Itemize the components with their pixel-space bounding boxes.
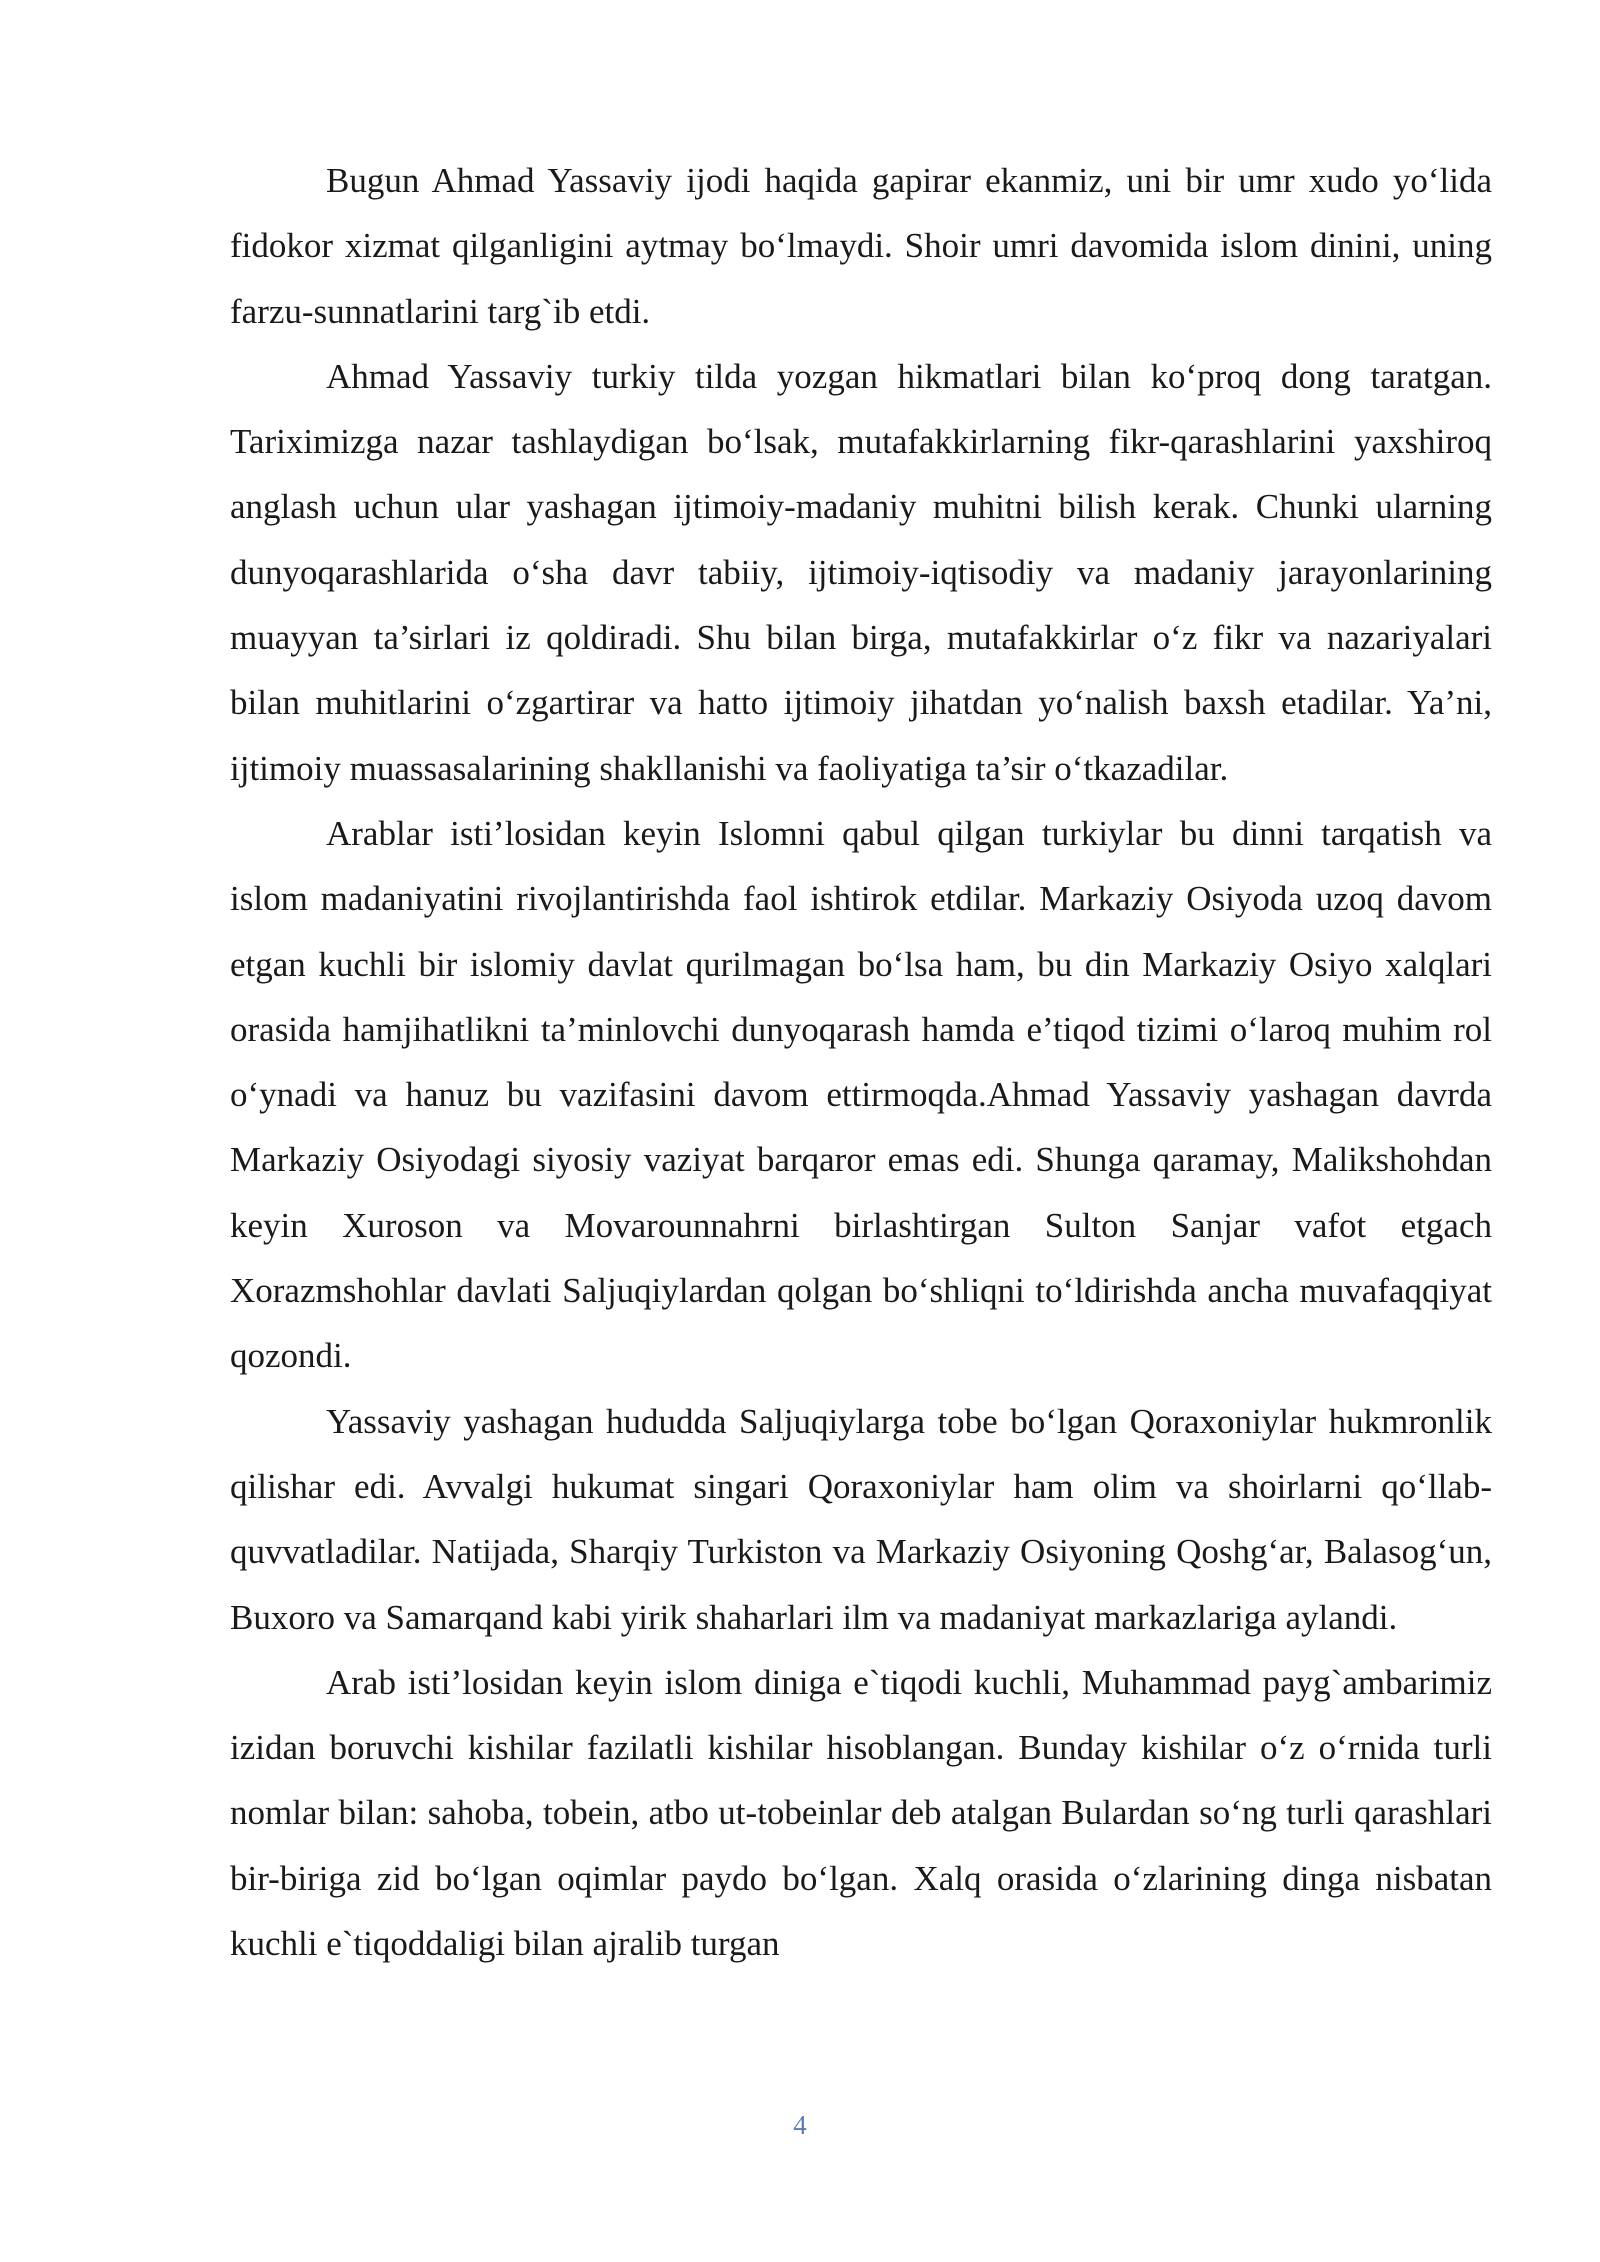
page-number: 4 (793, 2110, 807, 2140)
paragraph-3: Arablar isti’losidan keyin Islomni qabul qilgan turkiylar bu dinni tarqatish va islom madaniyatini rivojlantirishda faol ishtirok etdilar. Markaziy Osiyoda uzoq davom etgan kuchli bir islomiy davlat qurilmagan bo‘lsa ham, bu din Markaziy Osiyo xalqlari orasida hamjihatlikni ta’minlovchi dunyoqarash hamda e’tiqod tizimi o‘laroq muhim rol o‘ynadi va hanuz bu vazifasini davom ettirmoqda.Ahmad Yassaviy yashagan davrda Markaziy Osiyodagi siyosiy vaziyat barqaror emas edi. Shunga qaramay, Malikshohdan keyin Xuroson va Movarounnahrni birlashtirgan Sulton Sanjar vafot etgach Xorazmshohlar davlati Saljuqiylardan qolgan bo‘shliqni to‘ldirishda ancha muvafaqqiyat qozondi. (230, 813, 1492, 1376)
paragraph-5: Arab isti’losidan keyin islom diniga e`tiqodi kuchli, Muhammad payg`ambarimiz izidan boruvchi kishilar fazilatli kishilar hisoblangan. Bunday kishilar o‘z o‘rnida turli nomlar bilan: sahoba, tobein, atbo ut-tobeinlar deb atalgan Bulardan so‘ng turli qarashlari bir-biriga zid bo‘lgan oqimlar paydo bo‘lgan. Xalq orasida o‘zlarining dinga nisbatan kuchli e`tiqoddaligi bilan ajralib turgan (230, 1662, 1492, 1964)
paragraph-1: Bugun Ahmad Yassaviy ijodi haqida gapirar ekanmiz, uni bir umr xudo yo‘lida fidokor xizmat qilganligini aytmay bo‘lmaydi. Shoir umri davomida islom dinini, uning farzu-sunnatlarini targ`ib etdi. (230, 161, 1492, 331)
paragraph-2: Ahmad Yassaviy turkiy tilda yozgan hikmatlari bilan ko‘proq dong taratgan. Tariximizga nazar tashlaydigan bo‘lsak, mutafakkirlarning fikr-qarashlarini yaxshiroq anglash uchun ular yashagan ijtimoiy-madaniy muhitni bilish kerak. Chunki ularning dunyoqarashlarida o‘sha davr tabiiy, ijtimoiy-iqtisodiy va madaniy jarayonlarining muayyan ta’sirlari iz qoldiradi. Shu bilan birga, mutafakkirlar o‘z fikr va nazariyalari bilan muhitlarini o‘zgartirar va hatto ijtimoiy jihatdan yo‘nalish baxsh etadilar. Ya’ni, ijtimoiy muassasalarining shakllanishi va faoliyatiga ta’sir o‘tkazadilar. (230, 356, 1492, 788)
body-text (230, 148, 1492, 1976)
paragraph-4: Yassaviy yashagan hududda Saljuqiylarga tobe bo‘lgan Qoraxoniylar hukmronlik qilishar edi. Avvalgi hukumat singari Qoraxoniylar ham olim va shoirlarni qo‘llab-quvvatladilar. Natijada, Sharqiy Turkiston va Markaziy Osiyoning Qoshg‘ar, Balasog‘un, Buxoro va Samarqand kabi yirik shaharlari ilm va madaniyat markazlariga aylandi. (230, 1401, 1492, 1637)
